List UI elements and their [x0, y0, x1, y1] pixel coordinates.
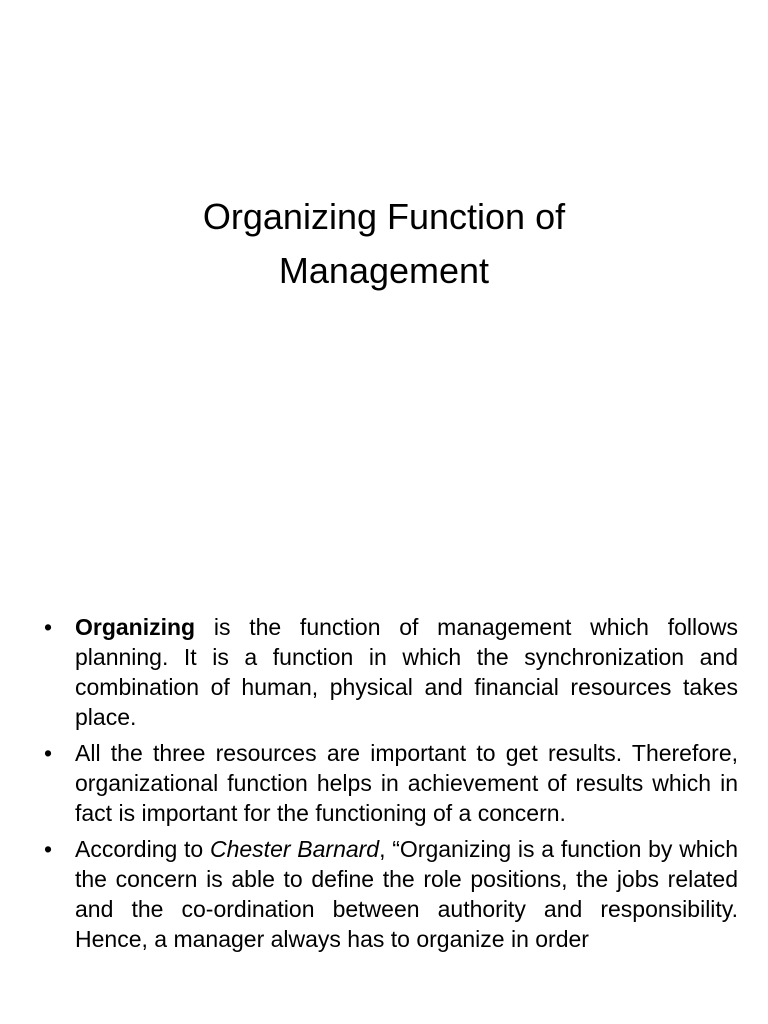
bullet-text: is the function of management which follows planning. It is a function in which the synchronization and combination of human, physical and financial resources takes place.	[75, 614, 738, 730]
slide-title	[100, 190, 668, 298]
bullet-item-barnard-quote	[0, 834, 738, 954]
bullet-icon: •	[44, 836, 53, 862]
bullet-list	[0, 612, 768, 954]
bullet-icon: •	[44, 740, 53, 766]
slide-title-line-1: Organizing Function of	[202, 196, 566, 237]
bullet-text: , “Organizing is a function by which the concern is able to define the role positions, the jobs related and the co-ordination between authority and responsibility. Hence, a manager always has to organize in order	[75, 836, 738, 952]
content-slide	[0, 612, 768, 1024]
bullet-item-three-resources	[0, 738, 738, 828]
bullet-icon: •	[44, 614, 53, 640]
slide-title-line-2: Management	[278, 250, 490, 291]
bullet-prefix: According to	[75, 836, 210, 862]
bullet-item-organizing-definition	[0, 612, 738, 732]
bullet-author-name: Chester Barnard	[209, 836, 380, 862]
bullet-lead-term: Organizing	[75, 614, 196, 640]
bullet-text: All the three resources are important to get results. Therefore, organizational function helps in achievement of results which in fact is important for the functioning of a concern.	[75, 740, 738, 826]
